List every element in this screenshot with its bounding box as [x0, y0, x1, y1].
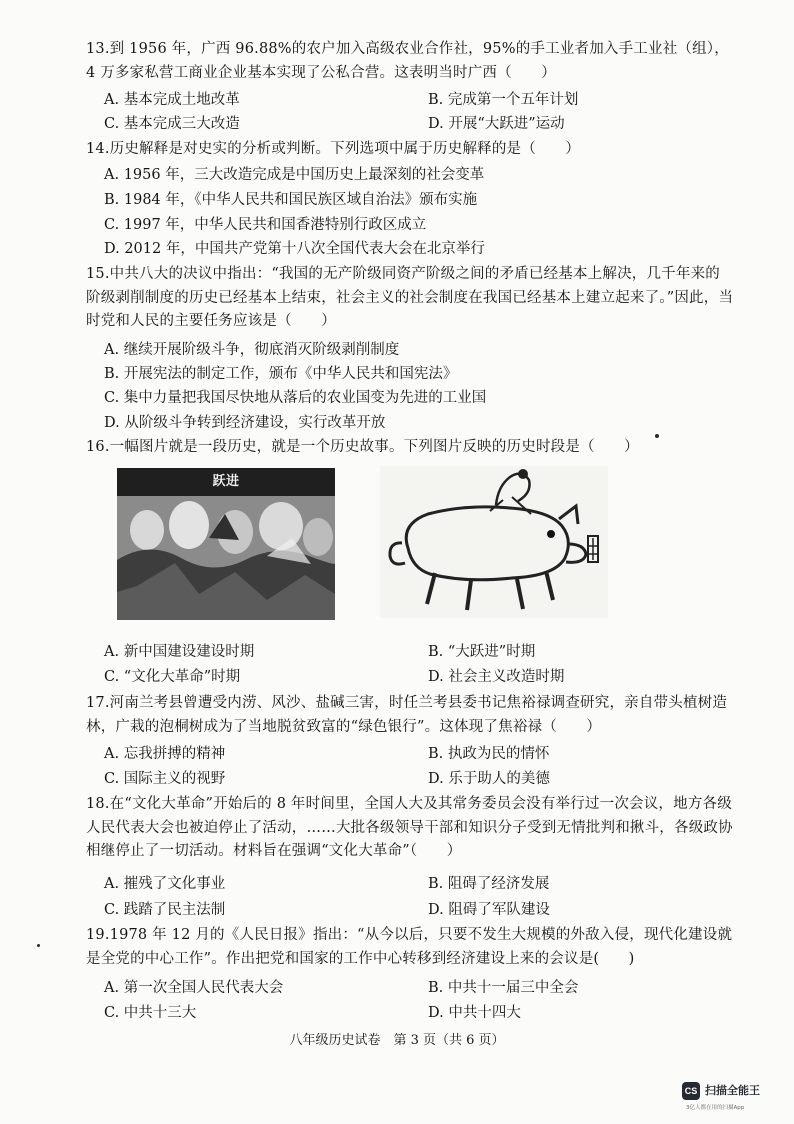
- question-15-option-c: C. 集中力量把我国尽快地从落后的农业国变为先进的工业国: [104, 390, 487, 406]
- question-13-option-b: B. 完成第一个五年计划: [428, 92, 579, 108]
- question-13-option-d: D. 开展“大跃进”运动: [428, 116, 565, 132]
- question-18-option-b: B. 阻碍了经济发展: [428, 876, 550, 892]
- question-17-option-a: A. 忘我拼搏的精神: [104, 746, 226, 762]
- scan-speck: [37, 944, 40, 947]
- brand-name: 扫描全能王: [705, 1084, 760, 1097]
- question-16-option-b: B. “大跃进”时期: [428, 644, 536, 660]
- scanner-watermark: [682, 1082, 794, 1122]
- photo-banner-text: 跃进: [212, 474, 240, 489]
- question-17-stem: 17.河南兰考县曾遭受内涝、风沙、盐碱三害，时任兰考县委书记焦裕禄调查研究，亲自带头植树造林，广栽的泡桐树成为了当地脱贫致富的“绿色银行”。这体现了焦裕禄（ ）: [86, 695, 728, 735]
- question-19-stem: 19.1978 年 12 月的《人民日报》指出：“从今以后，只要不发生大规模的外敌入侵，现代化建设就是全党的中心工作”。作出把党和国家的工作中心转移到经济建设上来的会议是( ): [86, 927, 733, 967]
- question-17-option-b: B. 执政为民的情怀: [428, 746, 550, 762]
- question-16-option-d: D. 社会主义改造时期: [428, 669, 565, 685]
- question-14-stem: 14.历史解释是对史实的分析或判断。下列选项中属于历史解释的是（ ）: [86, 141, 581, 157]
- question-17-option-d: D. 乐于助人的美德: [428, 771, 550, 787]
- page-footer: 八年级历史试卷 第 3 页（共 6 页）: [289, 1033, 505, 1048]
- brand-tagline: 3亿人都在用的扫描App: [686, 1105, 745, 1111]
- crowd-photo: [117, 468, 335, 620]
- question-16-option-a: A. 新中国建设建设时期: [104, 644, 255, 660]
- question-18-option-a: A. 摧残了文化事业: [104, 876, 226, 892]
- camscanner-logo: CS: [682, 1082, 700, 1100]
- question-15-option-b: B. 开展宪法的制定工作，颁布《中华人民共和国宪法》: [104, 366, 458, 382]
- question-18-option-c: C. 践踏了民主法制: [104, 902, 226, 918]
- question-15-stem: 15.中共八大的决议中指出：“我国的无产阶级同资产阶级之间的矛盾已经基本上解决，几千年来的阶级剥削制度的历史已经基本上结束，社会主义的社会制度在我国已经基本上建立起来了。”因此，当时党和人民的主要任务应该是（ ）: [86, 266, 734, 329]
- pig-cartoon: [380, 466, 608, 618]
- scan-speck: [655, 434, 659, 438]
- question-19-option-b: B. 中共十一届三中全会: [428, 980, 579, 996]
- question-17-option-c: C. 国际主义的视野: [104, 771, 226, 787]
- question-16-stem: 16.一幅图片就是一段历史，就是一个历史故事。下列图片反映的历史时段是（ ）: [86, 439, 639, 455]
- question-13-option-c: C. 基本完成三大改造: [104, 116, 240, 132]
- question-18-option-d: D. 阻碍了军队建设: [428, 902, 550, 918]
- question-19-option-a: A. 第一次全国人民代表大会: [104, 980, 284, 996]
- question-14-option-a: A. 1956 年，三大改造完成是中国历史上最深刻的社会变革: [104, 167, 485, 183]
- question-19-option-d: D. 中共十四大: [428, 1005, 521, 1021]
- question-19-option-c: C. 中共十三大: [104, 1005, 197, 1021]
- question-16-option-c: C. “文化大革命”时期: [104, 669, 241, 685]
- question-14-option-d: D. 2012 年，中国共产党第十八次全国代表大会在北京举行: [104, 241, 485, 257]
- question-15-option-d: D. 从阶级斗争转到经济建设，实行改革开放: [104, 415, 386, 431]
- question-13-option-a: A. 基本完成土地改革: [104, 92, 240, 108]
- question-14-option-b: B. 1984 年，《中华人民共和国民族区域自治法》颁布实施: [104, 192, 478, 208]
- question-18-stem: 18.在“文化大革命”开始后的 8 年时间里，全国人大及其常务委员会没有举行过一次会议，地方各级人民代表大会也被迫停止了活动，……大批各级领导干部和知识分子受到无情批判和揪斗，各级政协相继停止了一切活动。材料旨在强调“文化大革命”（ ）: [86, 796, 733, 859]
- question-14-option-c: C. 1997 年，中华人民共和国香港特别行政区成立: [104, 217, 427, 233]
- question-13-stem: 13.到 1956 年，广西 96.88%的农户加入高级农业合作社，95%的手工业者加入手工业社（组），4 万多家私营工商业企业基本实现了公私合营。这表明当时广西（ ）: [86, 41, 729, 81]
- question-15-option-a: A. 继续开展阶级斗争，彻底消灭阶级剥削制度: [104, 342, 400, 358]
